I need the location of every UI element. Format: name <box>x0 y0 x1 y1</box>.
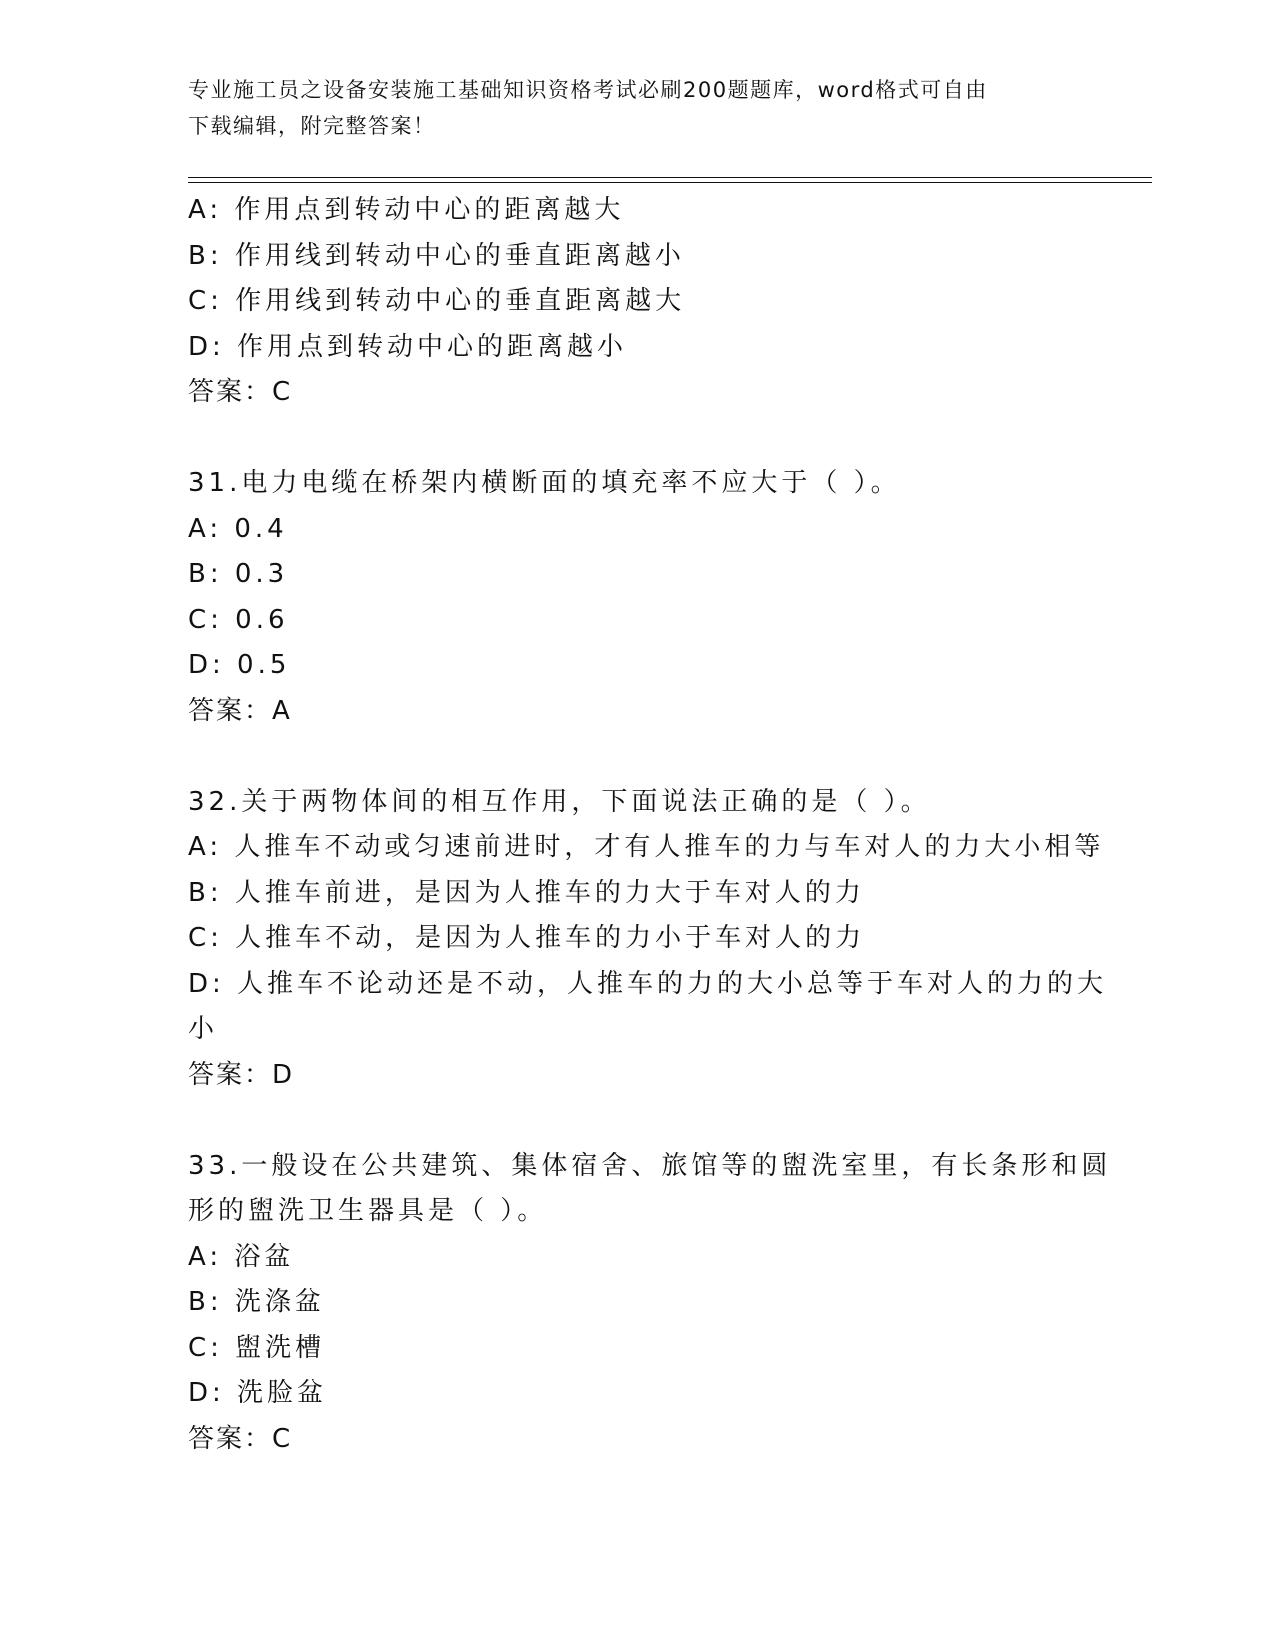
answer: 答案：A <box>188 695 292 726</box>
option-c: C: 作用线到转动中心的垂直距离越大 <box>188 286 686 316</box>
option-c: C: 盥洗槽 <box>188 1332 326 1363</box>
header-title-line-2: 下载编辑，附完整答案！ <box>188 114 436 138</box>
question-stem: 32.关于两物体间的相互作用，下面说法正确的是（ ）。 <box>188 786 931 817</box>
question-stem-line-2: 形的盥洗卫生器具是（ ）。 <box>188 1196 548 1226</box>
option-c: C: 0.6 <box>188 604 289 635</box>
option-b: B: 作用线到转动中心的垂直距离越小 <box>188 240 685 271</box>
option-a: A: 0.4 <box>188 513 288 544</box>
option-b: B: 洗涤盆 <box>188 1287 325 1317</box>
header-divider-bottom <box>188 182 1152 183</box>
option-d-continuation: 小 <box>188 1014 219 1044</box>
answer: 答案：D <box>188 1059 295 1090</box>
header-divider-top <box>188 177 1152 178</box>
question-block <box>188 1144 1112 1463</box>
question-stem-line-1: 33.一般设在公共建筑、集体宿舍、旅馆等的盥洗室里，有长条形和圆 <box>188 1150 1112 1181</box>
option-a: A: 作用点到转动中心的距离越大 <box>188 195 625 225</box>
option-b: B: 人推车前进，是因为人推车的力大于车对人的力 <box>188 877 865 908</box>
question-block <box>188 461 1088 734</box>
option-d: D: 人推车不论动还是不动，人推车的力的大小总等于车对人的力的大 <box>188 968 1108 999</box>
question-list <box>188 188 1112 1462</box>
option-d: D: 0.5 <box>188 650 291 680</box>
question-stem: 31.电力电缆在桥架内横断面的填充率不应大于（ ）。 <box>188 468 901 498</box>
option-a: A: 人推车不动或匀速前进时，才有人推车的力与车对人的力大小相等 <box>188 832 1105 862</box>
document-header <box>188 72 1068 144</box>
question-block <box>188 780 1108 1099</box>
answer: 答案：C <box>188 1423 293 1454</box>
header-title-line-1: 专业施工员之设备安装施工基础知识资格考试必刷200题题库，word格式可自由 <box>188 78 988 102</box>
option-d: D: 洗脸盆 <box>188 1378 328 1408</box>
option-d: D: 作用点到转动中心的距离越小 <box>188 331 628 362</box>
option-c: C: 人推车不动，是因为人推车的力小于车对人的力 <box>188 923 866 953</box>
question-block <box>188 188 1088 416</box>
option-a: A: 浴盆 <box>188 1241 295 1272</box>
answer: 答案：C <box>188 377 293 407</box>
option-b: B: 0.3 <box>188 559 289 589</box>
